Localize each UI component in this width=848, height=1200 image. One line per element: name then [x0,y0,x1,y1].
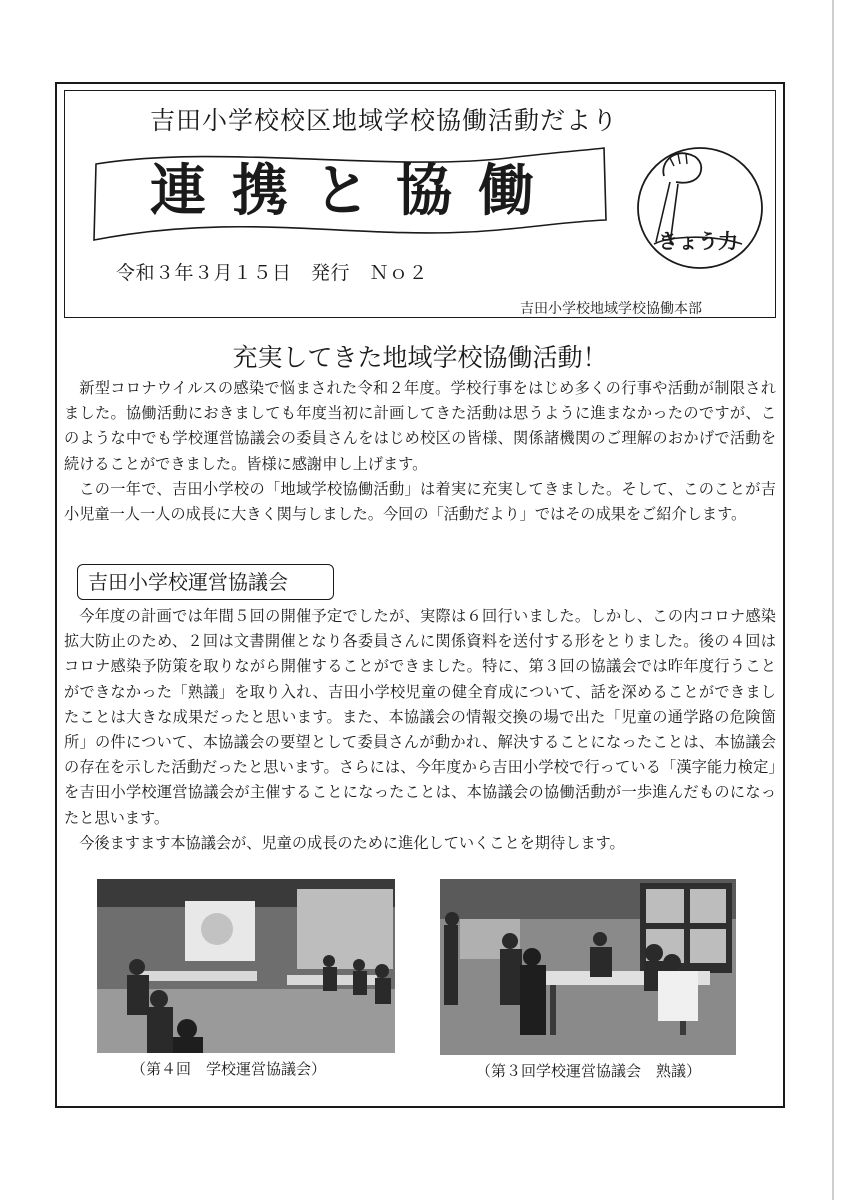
intro-paragraph-2: この一年で、吉田小学校の「地域学校協働活動」は着実に充実してきました。そして、このことが吉小児童一人一人の成長に大きく関与しました。今回の「活動だより」ではその成果をご紹介します。 [64,480,776,524]
section-paragraph-1: 今年度の計画では年間５回の開催予定でしたが、実際は６回行いました。しかし、この内コロナ感染拡大防止のため、２回は文書開催となり各委員さんに関係資料を送付する形をとりました。後の４回はコロナ感染予防策を取りながら開催することができました。特に、第３回の協議会では昨年度行うことができなかった「熟議」を取り入れ、吉田小学校児童の健全育成について、話を深めることができましたことは大きな成果だったと思います。また、本協議会の情報交換の場で出た「児童の通学路の危険箇所」の件について、本協議会の要望として委員さんが動かれ、解決することになったことは、本協議会の存在を示した活動だったと思います。さらには、今年度から吉田小学校で行っている「漢字能力検定」を吉田小学校運営協議会が主催することになったことは、本協議会の協働活動が一歩進んだものになったと思います。 [64,607,776,827]
meeting-photo-2 [440,879,736,1055]
main-title: 連携と協働 [150,158,560,224]
issue-line: 令和３年３月１５日 発行 Ｎｏ２ [116,262,429,284]
intro-paragraph-1: 新型コロナウイルスの感染で悩まされた令和２年度。学校行事をはじめ多くの行事や活動が制限されました。協働活動におきましても年度当初に計画してきた活動は思うように進まなかったのですが、このような中でも学校運営協議会の委員さんをはじめ校区の皆様、関係諸機関のご理解のおかげで活動を続けることができました。皆様に感謝申し上げます。 [64,379,776,473]
fist-logo-icon [630,140,770,270]
photo-caption-2: （第３回学校運営協議会 熟議） [476,1062,702,1080]
title-banner [88,142,614,242]
series-title: 吉田小学校校区地域学校協働活動だより [150,106,619,135]
photo-caption-1: （第４回 学校運営協議会） [131,1060,327,1078]
meeting-photo-1-image [97,879,395,1053]
publisher-name: 吉田小学校地域学校協働本部 [520,301,702,317]
section-body [64,604,776,856]
section-paragraph-2: 今後ますます本協議会が、児童の成長のために進化していくことを期待します。 [79,833,625,852]
section-title: 吉田小学校運営協議会 [88,570,288,594]
scan-edge-line [832,0,834,1200]
article-headline: 充実してきた地域学校協働活動！ [232,343,608,372]
logo-text: きょう力 [658,229,738,253]
meeting-photo-2-image [440,879,736,1055]
meeting-photo-1 [97,879,395,1053]
